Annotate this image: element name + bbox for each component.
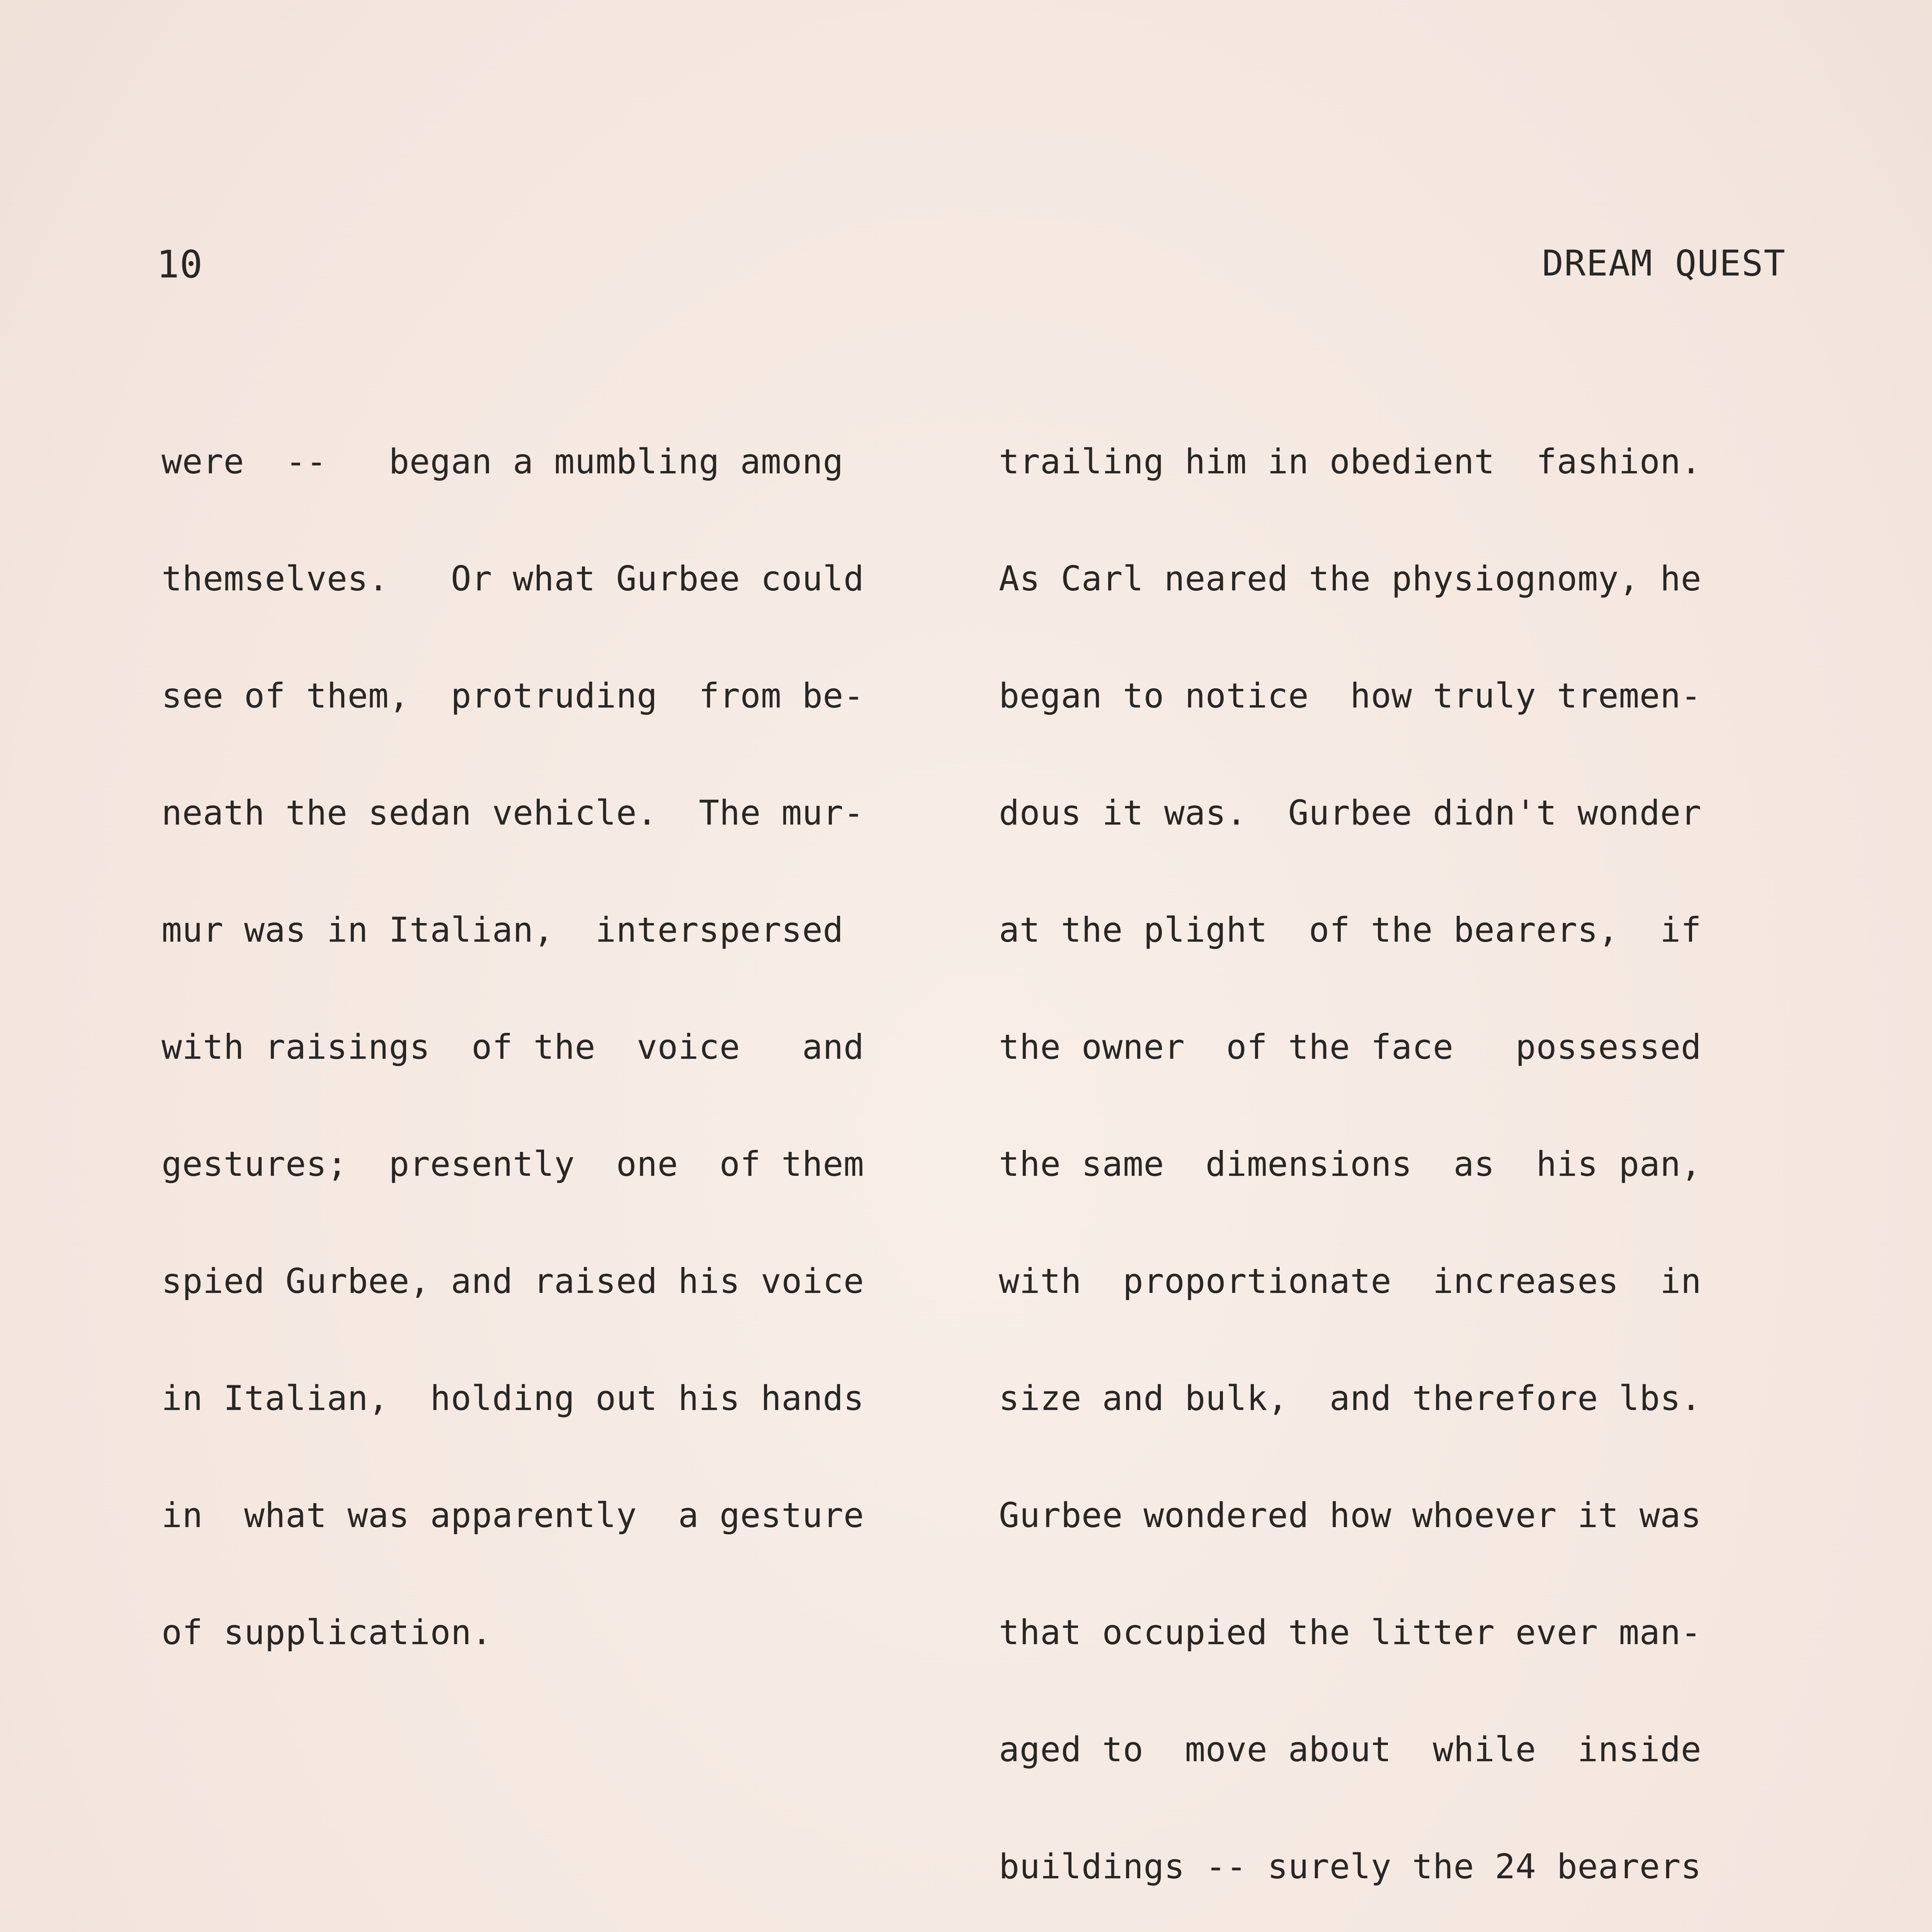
text-line: see of them, protruding from be- xyxy=(162,676,864,716)
text-line: spied Gurbee, and raised his voice xyxy=(162,1261,864,1301)
text-line: were -- began a mumbling among xyxy=(162,442,844,481)
right-paragraph-1 xyxy=(999,364,1795,1932)
left-paragraph-2 xyxy=(162,1925,957,1932)
text-line: at the plight of the bearers, if xyxy=(999,910,1702,950)
text-line: in Italian, holding out his hands xyxy=(162,1378,864,1418)
text-line: Gurbee wondered how whoever it was xyxy=(999,1495,1702,1535)
left-column xyxy=(162,286,957,1932)
text-line: began to notice how truly tremen- xyxy=(999,676,1702,716)
text-line: with proportionate increases in xyxy=(999,1261,1702,1301)
text-line: dous it was. Gurbee didn't wonder xyxy=(999,793,1702,833)
text-line: trailing him in obedient fashion. xyxy=(999,442,1702,481)
text-line: of supplication. xyxy=(162,1612,492,1652)
text-line: that occupied the litter ever man- xyxy=(999,1612,1702,1652)
right-column xyxy=(999,286,1795,1932)
text-line: gestures; presently one of them xyxy=(162,1144,864,1184)
text-line: themselves. Or what Gurbee could xyxy=(162,559,864,599)
page-number: 10 xyxy=(156,243,203,287)
paragraph-gap xyxy=(162,1808,957,1847)
text-line: As Carl neared the physiognomy, he xyxy=(999,559,1702,599)
text-line: neath the sedan vehicle. The mur- xyxy=(162,793,864,833)
text-line: mur was in Italian, interspersed xyxy=(162,910,844,950)
text-line: size and bulk, and therefore lbs. xyxy=(999,1378,1702,1418)
text-line: buildings -- surely the 24 bearers xyxy=(999,1847,1702,1886)
text-line: aged to move about while inside xyxy=(999,1730,1702,1769)
magazine-title: DREAM QUEST xyxy=(1542,243,1786,284)
text-line: the same dimensions as his pan, xyxy=(999,1144,1702,1184)
text-line: with raisings of the voice and xyxy=(162,1027,864,1067)
drop-cap-g-icon xyxy=(162,1928,277,1932)
text-line: the owner of the face possessed xyxy=(999,1027,1702,1067)
text-line: in what was apparently a gesture xyxy=(162,1495,864,1535)
left-paragraph-1 xyxy=(162,364,957,1730)
